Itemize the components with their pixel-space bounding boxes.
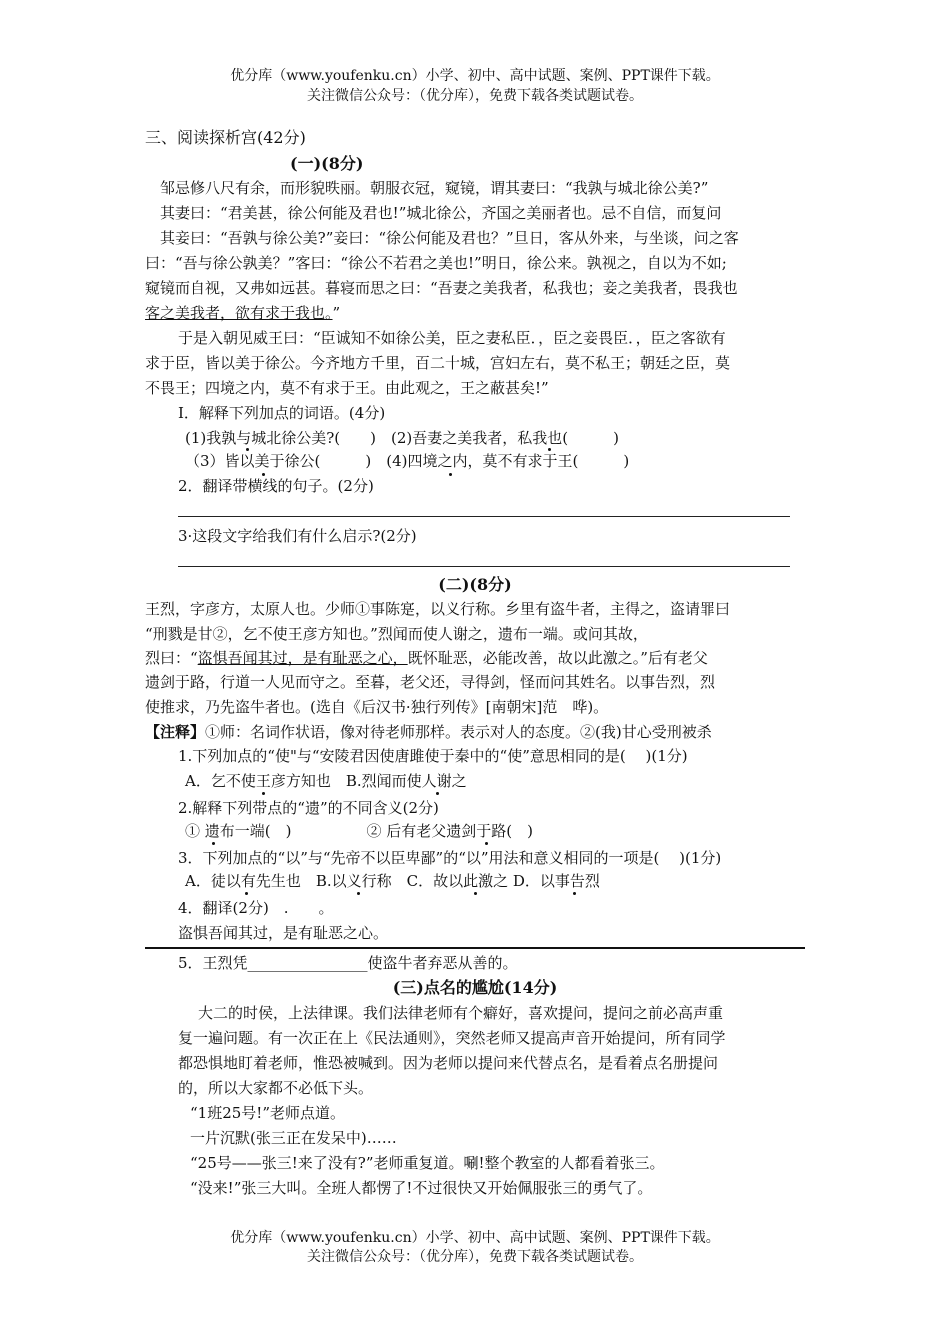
part2-text-1: 王烈，字彦方，太原人也。少师①事陈寔，以义行称。乡里有盗牛者，主得之，盗请罪曰: [145, 600, 731, 618]
part3-text-5: “1班25号!”老师点道。: [190, 1104, 345, 1122]
part2-note: [145, 722, 712, 742]
part1-text2-1: 于是入朝见威王曰：“臣诚知不如徐公美，臣之妻私臣．，臣之妾畏臣．，臣之客欲有: [178, 329, 726, 347]
emphasis-dot: [449, 473, 452, 476]
part2-q3: 3．下列加点的“以”与“先帝不以臣卑鄙”的“以”用法和意义相同的一项是( )(1分): [178, 849, 722, 867]
footer-line-1: 优分库（www.youfenku.cn）小学、初中、高中试题、案例、PPT课件下载。: [230, 1230, 720, 1246]
part3-text-6: 一片沉默(张三正在发呆中)……: [190, 1129, 397, 1147]
part2-text2-1: 遗剑于路，行道一人见而守之。至暮，老父还，寻得剑，怪而问其姓名。以事告烈，烈: [145, 673, 716, 691]
part2-lie-line: [145, 648, 708, 668]
q5-prefix: 5．王烈凭: [178, 954, 248, 972]
part3-text-2: 复一遍问题。有一次正在上《民法通则》，突然老师又提高声音开始提问，所有同学: [178, 1029, 726, 1047]
part1-text-4: 曰：“吾与徐公孰美？”客曰：“徐公不若君之美也!”明日，徐公来。孰视之，自以为不如;: [145, 254, 727, 272]
part3-text-3: 都恐惧地盯着老师，惟恐被喊到。因为老师以提问来代替点名，是看着点名册提问: [178, 1054, 719, 1072]
part2-text-2: “刑戮是甘②，乞不使王彦方知也。”烈闻而使人谢之，遗布一端。或问其故，: [145, 625, 648, 643]
part1-text2-2: 求于臣，皆以美于徐公。今齐地方千里，百二十城，宫妇左右，莫不私王；朝廷之臣，莫: [145, 354, 731, 372]
part1-q1: I．解释下列加点的词语。(4分): [178, 404, 386, 422]
part2-heading: (二)(8分): [438, 575, 512, 594]
part2-text2-2: 使推求，乃先盗牛者也。(选自《后汉书·独行列传》[南朝宋]范 哗)。: [145, 698, 609, 716]
emphasis-dot: [262, 792, 265, 795]
lie-rest: 既怀耻恶，必能改善，故以此激之。”后有老父: [407, 649, 708, 667]
lie-underlined: 盗惧吾闻其过，是有耻恶之心，: [197, 649, 408, 667]
part3-text-8: “没来!”张三大叫。全班人都愣了!不过很快又开始佩服张三的勇气了。: [190, 1179, 653, 1197]
part1-text-1: 邹忌修八尺有余，而形貌昳丽。朝服衣冠，窥镜，谓其妻曰：“我孰与城北徐公美?”: [160, 179, 709, 197]
header-line-2: 关注微信公众号：（优分库），免费下载各类试题试卷。: [307, 88, 643, 104]
emphasis-dot: [436, 792, 439, 795]
part2-q1: 1.下列加点的“使"与“安陵君因使唐雎使于秦中的“使”意思相同的是( )(1分): [178, 747, 688, 765]
part1-text-5: 窥镜而自视，又弗如远甚。暮寝而思之曰：“吾妻之美我者，私我也；妾之美我者，畏我也: [145, 279, 738, 297]
part3-text-1: 大二的时侯，上法律课。我们法律老师有个癖好，喜欢提问，提问之前必高声重: [198, 1004, 724, 1022]
footer-line-2: 关注微信公众号：（优分库），免费下载各类试题试卷。: [307, 1249, 643, 1265]
part1-text-2: 其妻曰：“君美甚，徐公何能及君也!”城北徐公，齐国之美丽者也。忌不自信，而复问: [160, 204, 722, 222]
q5-blank: ________________: [247, 954, 368, 972]
part3-text-7: “25号——张三!来了没有?”老师重复道。唰!整个教室的人都看着张三。: [190, 1154, 665, 1172]
emphasis-dot: [357, 892, 360, 895]
emphasis-dot: [485, 842, 488, 845]
part1-text2-3: 不畏王；四境之内，莫不有求于王。由此观之，王之蔽甚矣!”: [145, 379, 549, 397]
part2-q5: [178, 953, 518, 973]
emphasis-dot: [573, 892, 576, 895]
answer-line: [178, 566, 790, 567]
lie-prefix: 烈曰：“: [145, 649, 198, 667]
emphasis-dot: [245, 892, 248, 895]
part1-text-3: 其妾曰：“吾孰与徐公美?”妾曰：“徐公何能及君也？”旦日，客从外来，与坐谈，问之客: [160, 229, 739, 247]
note-text: ①师：名词作状语，像对待老师那样。表示对人的态度。②(我)甘心受刑被杀: [205, 723, 712, 741]
part2-q1-options: A．乞不使王彦方知也 B.烈闻而使人谢之: [185, 772, 467, 790]
part2-q2: 2.解释下列带点的“遗”的不同含义(2分): [178, 799, 439, 817]
part1-q1-ab: (1)我孰与城北徐公美?( ) (2)吾妻之美我者，私我也( ): [185, 429, 619, 447]
note-label: 【注释】: [145, 723, 206, 741]
emphasis-dot: [212, 842, 215, 845]
part1-underlined-line: [145, 303, 340, 323]
emphasis-dot: [474, 892, 477, 895]
part2-q4: 4．翻译(2分) . 。: [178, 899, 334, 917]
answer-line: [145, 947, 805, 949]
part2-q2-options: ① 遗布一端( ) ② 后有老父遗剑于路( ): [185, 822, 533, 840]
part3-text-4: 的，所以大家都不必低下头。: [178, 1079, 374, 1097]
underlined-sentence: 客之美我者，欲有求于我也。: [145, 304, 333, 322]
part1-heading: (一)(8分): [290, 154, 364, 173]
header-line-1: 优分库（www.youfenku.cn）小学、初中、高中试题、案例、PPT课件下载。: [230, 68, 720, 84]
part1-q2: 2．翻译带横线的句子。(2分): [178, 477, 374, 495]
q5-suffix: 使盗牛者弃恶从善的。: [367, 954, 518, 972]
section-title: 三、阅读探析宫(42分): [145, 128, 306, 147]
part1-q1-cd: （3）皆以美于徐公( ) (4)四境之内，莫不有求于王( ): [185, 452, 630, 470]
answer-line: [178, 516, 790, 517]
part2-q4-text: 盗惧吾闻其过，是有耻恶之心。: [178, 924, 389, 942]
part2-q3-options: A．徒以有先生也 B.以义行称 C．故以此激之 D．以事告烈: [185, 872, 600, 890]
part3-heading: (三)点名的尴尬(14分): [392, 978, 558, 997]
part1-q3: 3·这段文字给我们有什么启示?(2分): [178, 527, 417, 545]
underlined-end-quote: ”: [332, 304, 341, 322]
